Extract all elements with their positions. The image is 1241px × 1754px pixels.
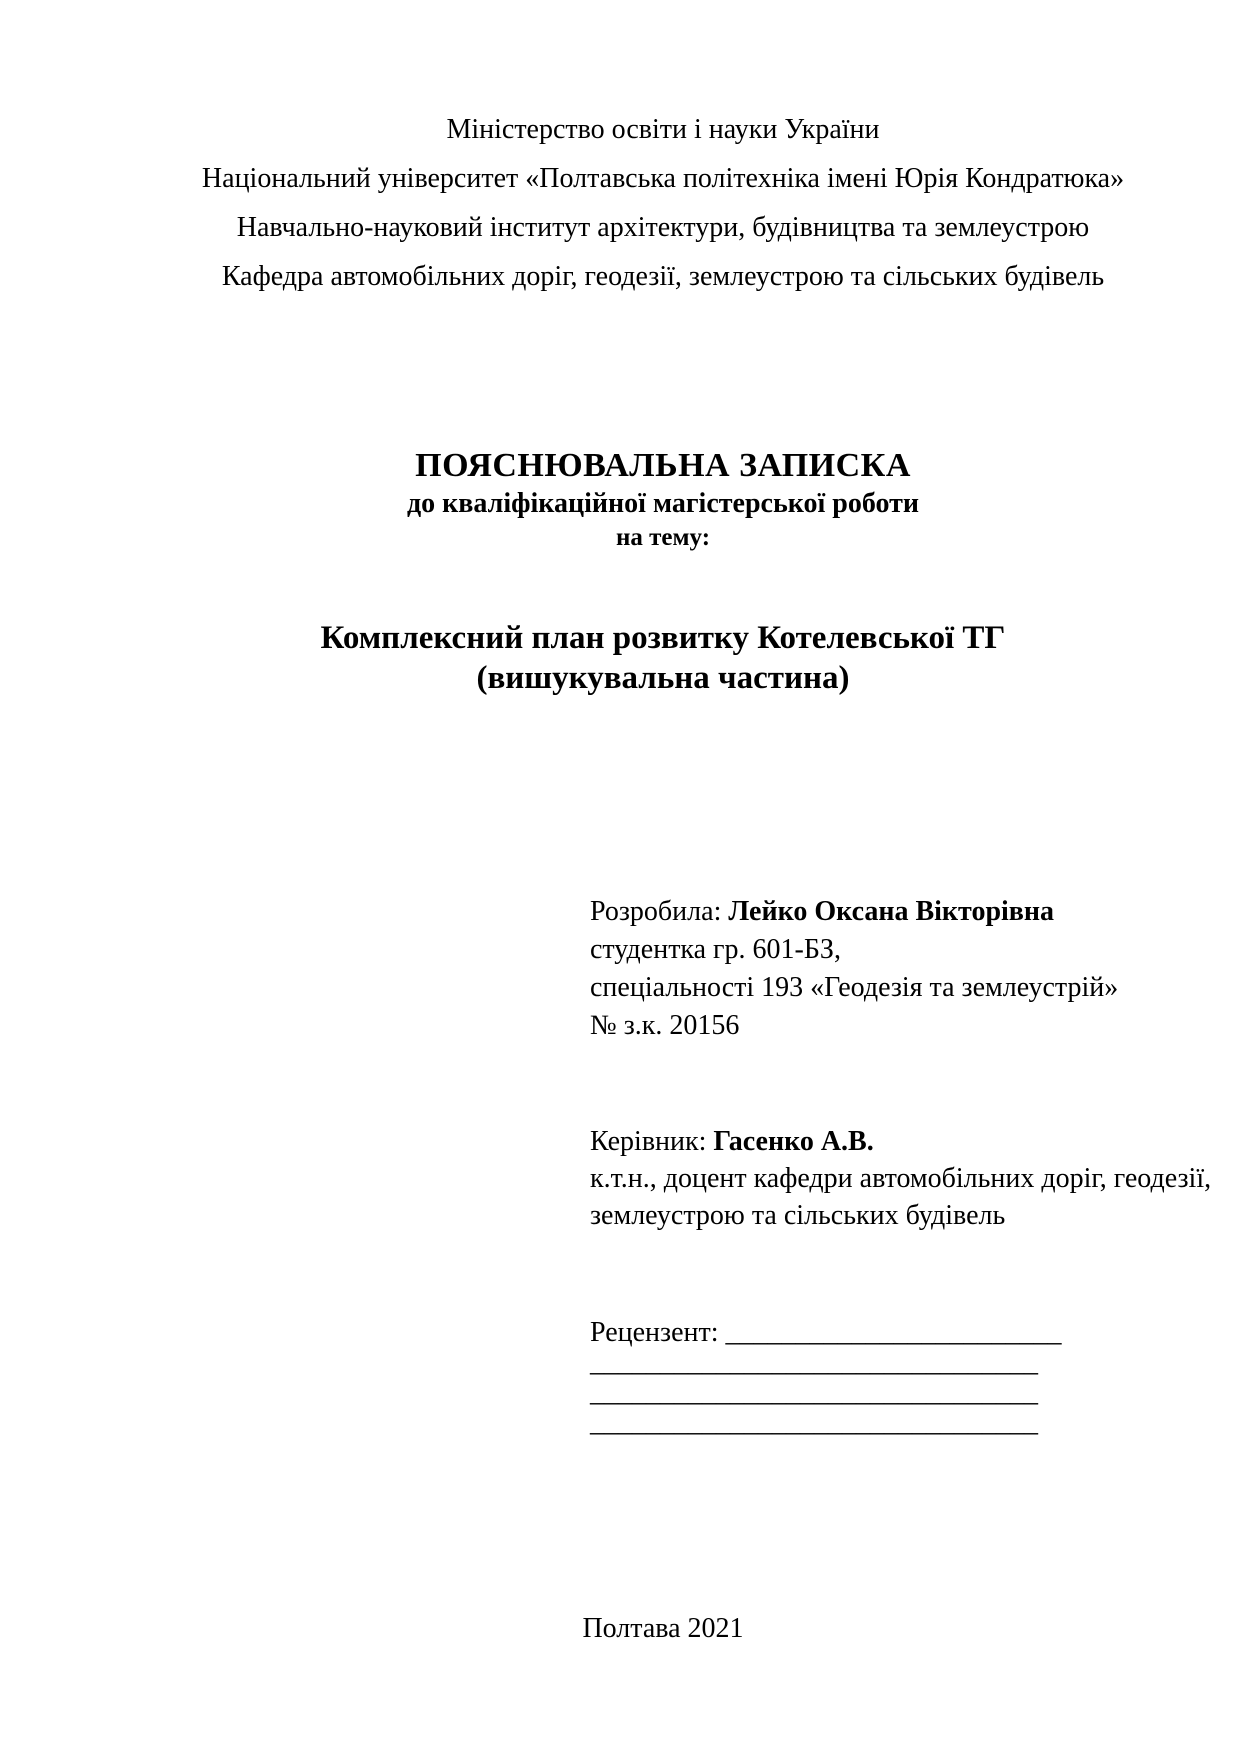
institute-line: Навчально-науковий інститут архітектури, будівництва та землеустрою [236, 212, 1090, 243]
developer-name-line [590, 893, 1118, 931]
reviewer-blank-line: ________________________________ [590, 1377, 1038, 1408]
reviewer-blank-inline: ________________________ [725, 1317, 1062, 1348]
thesis-topic-line1: Комплексний план розвитку Котелевської ТГ [320, 620, 1006, 656]
reviewer-label: Рецензент: [590, 1317, 726, 1348]
supervisor-label: Керівник: [590, 1126, 714, 1157]
supervisor-title-line2: землеустрою та сільських будівель [590, 1200, 1006, 1231]
department-line: Кафедра автомобільних доріг, геодезії, землеустрою та сільських будівель [221, 261, 1105, 292]
supervisor-block [590, 1123, 1211, 1234]
developer-name: Лейко Оксана Вікторівна [728, 896, 1055, 927]
university-line: Національний університет «Полтавська політехніка імені Юрія Кондратюка» [201, 163, 1125, 194]
reviewer-blank-line: ________________________________ [590, 1407, 1038, 1438]
topic-label: на тему: [615, 524, 711, 551]
supervisor-title-line: к.т.н., доцент кафедри автомобільних доріг, геодезії, [590, 1163, 1212, 1194]
reviewer-name-line [590, 1318, 1062, 1348]
document-subtitle: до кваліфікаційної магістерської роботи [406, 488, 920, 519]
reviewer-blank-line: ________________________________ [590, 1347, 1038, 1378]
developer-specialty-line: спеціальності 193 «Геодезія та землеустрій» [590, 972, 1119, 1003]
supervisor-name-line [590, 1123, 1211, 1160]
thesis-topic-line2: (вишукувальна частина) [476, 660, 850, 696]
thesis-topic-block [85, 618, 1241, 698]
city-year-line: Полтава 2021 [582, 1613, 744, 1644]
document-title-block [85, 445, 1241, 555]
developer-record-number-line: № з.к. 20156 [590, 1010, 740, 1041]
supervisor-name: Гасенко А.В. [713, 1126, 874, 1157]
developer-block [590, 893, 1118, 1045]
university-header [85, 105, 1241, 301]
document-title: ПОЯСНЮВАЛЬНА ЗАПИСКА [415, 447, 911, 484]
ministry-line: Міністерство освіти і науки України [446, 114, 880, 145]
developer-group-line: студентка гр. 601-БЗ, [590, 934, 841, 965]
reviewer-block [590, 1318, 1062, 1438]
developer-label: Розробила: [590, 896, 729, 927]
